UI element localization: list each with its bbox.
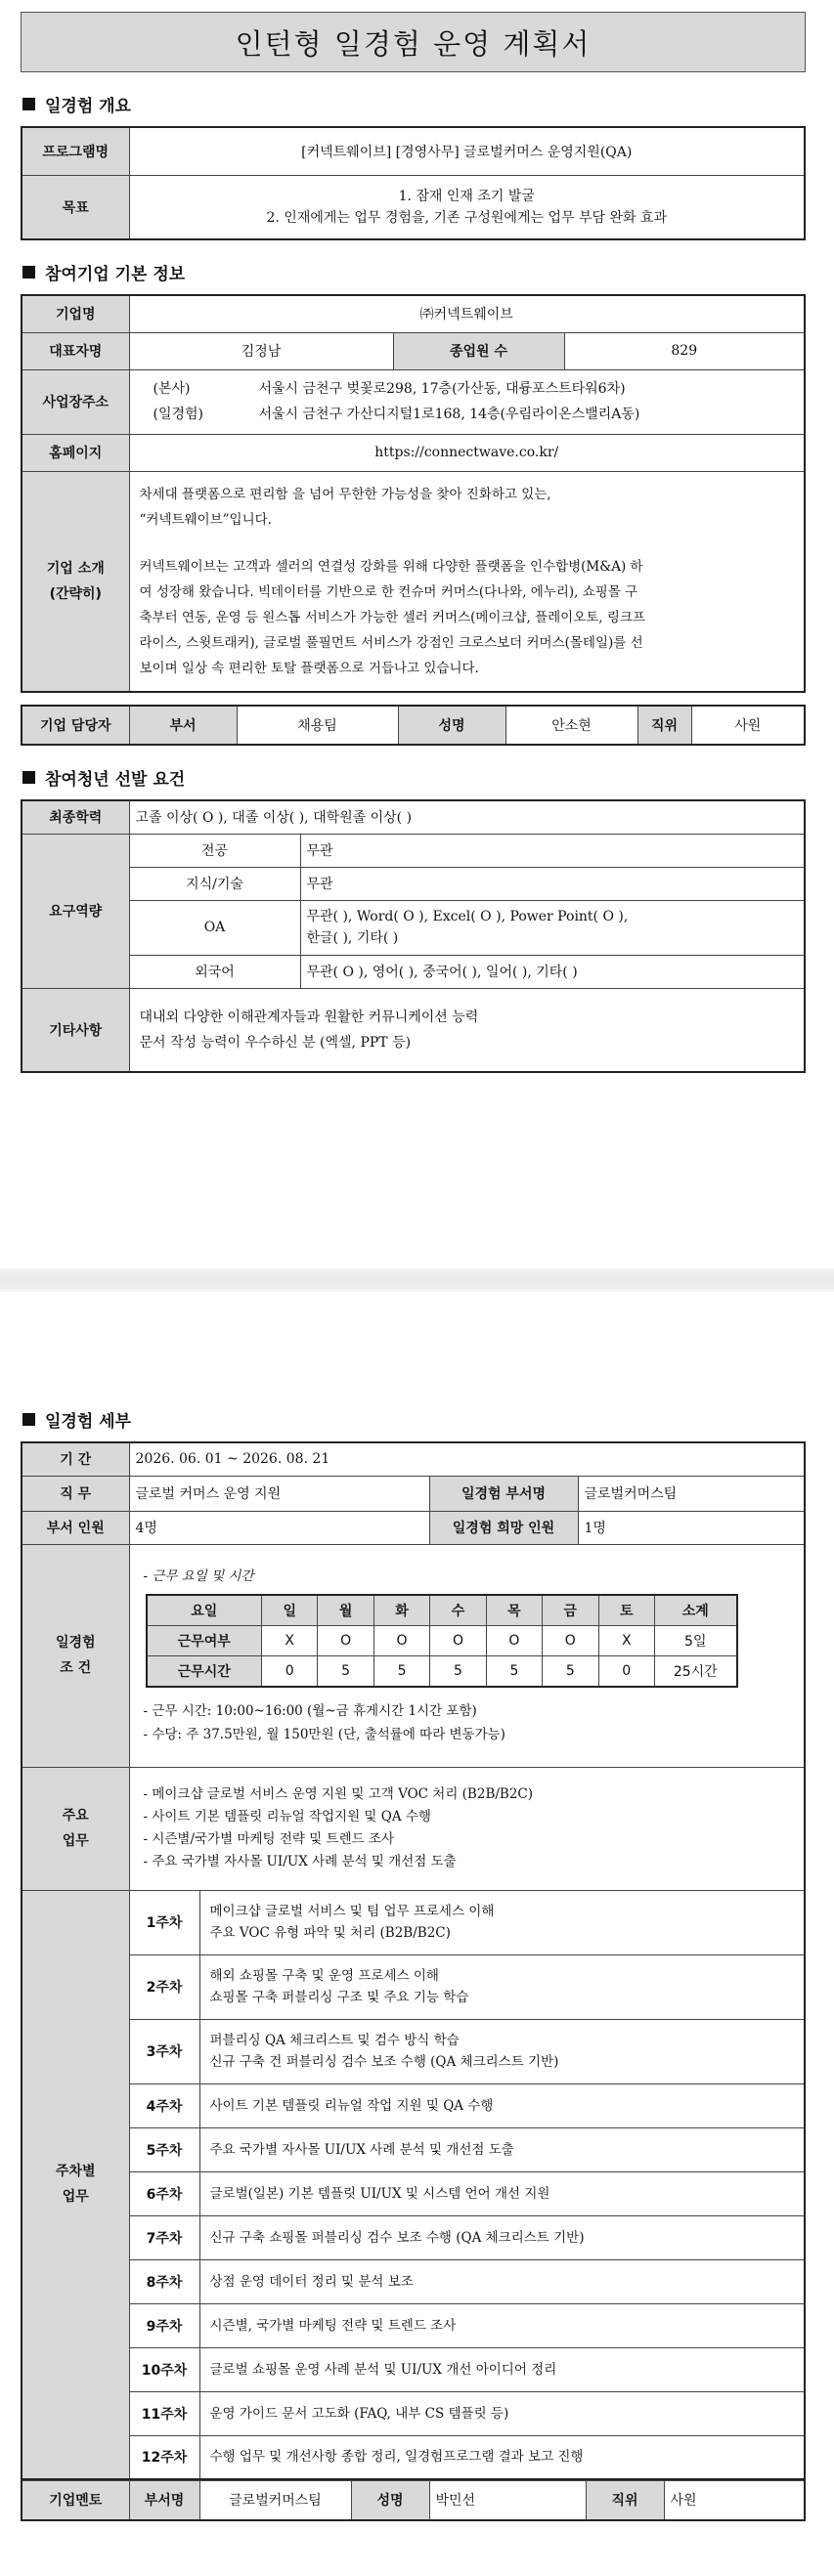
address-label: 사업장주소 bbox=[22, 369, 129, 434]
week-task: 운영 가이드 문서 고도화 (FAQ, 내부 CS 템플릿 등) bbox=[199, 2391, 805, 2435]
schedule-caption: - 근무 요일 및 시간 bbox=[143, 1568, 254, 1584]
schedule-row-label: 근무시간 bbox=[147, 1656, 262, 1688]
education-value: 고졸 이상( O ), 대졸 이상( ), 대학원졸 이상( ) bbox=[129, 800, 805, 834]
program-label: 프로그램명 bbox=[22, 127, 129, 175]
major-value: 무관 bbox=[300, 834, 805, 867]
square-bullet-icon bbox=[22, 1413, 35, 1426]
mentor-dept-label: 부서명 bbox=[129, 2481, 199, 2520]
goal-value: 1. 잠재 인재 조기 발굴 2. 인재에게는 업무 경험을, 기존 구성원에게는 업무 부담 완화 효과 bbox=[129, 175, 805, 239]
schedule-cell: 0 bbox=[262, 1656, 318, 1688]
week-task: 주요 국가별 자사몰 UI/UX 사례 분석 및 개선점 도출 bbox=[199, 2127, 805, 2171]
oa-label: OA bbox=[129, 900, 300, 955]
employees-label: 종업원 수 bbox=[393, 332, 564, 369]
etc-label: 기타사항 bbox=[22, 988, 129, 1072]
week-number: 5주차 bbox=[129, 2127, 199, 2171]
schedule-cell: O bbox=[318, 1626, 373, 1656]
schedule-cell: 25시간 bbox=[655, 1656, 737, 1688]
detail-dept-label: 일경험 부서명 bbox=[429, 1476, 578, 1511]
week-number: 12주차 bbox=[129, 2435, 199, 2479]
schedule-cell: X bbox=[262, 1626, 318, 1656]
schedule-table bbox=[146, 1594, 738, 1688]
week-task: 시즌별, 국가별 마케팅 전략 및 트렌드 조사 bbox=[199, 2303, 805, 2347]
intro-label: 기업 소개 (간략히) bbox=[22, 471, 129, 692]
schedule-cell: O bbox=[543, 1626, 598, 1656]
program-value: [커넥트웨이브] [경영사무] 글로벌커머스 운영지원(QA) bbox=[129, 127, 805, 175]
schedule-header-cell: 목 bbox=[486, 1595, 542, 1626]
week-number: 10주차 bbox=[129, 2347, 199, 2391]
week-task: 퍼블리싱 QA 체크리스트 및 검수 방식 학습 신규 구축 건 퍼블리싱 검수 보조 수행 (QA 체크리스트 기반) bbox=[199, 2019, 805, 2083]
schedule-cell: 5 bbox=[318, 1656, 373, 1688]
requirements-table bbox=[21, 799, 806, 1073]
condition-notes: - 근무 시간: 10:00~16:00 (월~금 휴게시간 1시간 포함) - 수당: 주 37.5만원, 월 150만원 (단, 출석률에 따라 변동가능) bbox=[143, 1703, 505, 1742]
schedule-cell: 5 bbox=[486, 1656, 542, 1688]
company-name-label: 기업명 bbox=[22, 295, 129, 332]
page-break-divider bbox=[0, 1268, 834, 1292]
schedule-header-cell: 금 bbox=[543, 1595, 598, 1626]
week-task: 사이트 기본 템플릿 리뉴얼 작업 지원 및 QA 수행 bbox=[199, 2083, 805, 2127]
section-heading-detail: 일경험 세부 bbox=[22, 1407, 806, 1432]
contact-table bbox=[21, 705, 806, 746]
homepage-value[interactable]: https://connectwave.co.kr/ bbox=[129, 434, 805, 471]
detail-table bbox=[21, 1441, 806, 2480]
oa-value: 무관( ), Word( O ), Excel( O ), Power Point( O ), 한글( ), 기타( ) bbox=[300, 900, 805, 955]
schedule-header-cell: 월 bbox=[318, 1595, 373, 1626]
schedule-header-cell: 수 bbox=[430, 1595, 486, 1626]
mentor-position-value: 사원 bbox=[664, 2481, 805, 2520]
week-task: 상점 운영 데이터 정리 및 분석 보조 bbox=[199, 2259, 805, 2303]
company-intro: 차세대 플랫폼으로 편리함 을 넘어 무한한 가능성을 찾아 진화하고 있는, “커넥트웨이브”입니다. 커넥트웨이브는 고객과 셀러의 연결성 강화를 위해 다양한 플랫폼을 인수합병(M&A) 하 여 성장해 왔습니다. 빅데이터를 기반으로 한 컨슈머 커머스(다나와, 에누리), 쇼핑몰 구 축부터 연동, 운영 등 원스톱 서비스가 가능한 셀러 커머스(메이크샵, 플레이오토, 링크프 라이스, 스윗트래커), 글로벌 풀필먼트 서비스가 강점인 크로스보더 커머스(몰테일)를 선 보이며 일상 속 편리한 토탈 플랫폼으로 거듭나고 있습니다. bbox=[129, 471, 805, 692]
square-bullet-icon bbox=[22, 771, 35, 784]
employees-value: 829 bbox=[564, 332, 805, 369]
schedule-header-cell: 토 bbox=[598, 1595, 654, 1626]
document-title: 인턴형 일경험 운영 계획서 bbox=[21, 12, 806, 72]
knowledge-value: 무관 bbox=[300, 867, 805, 900]
duty-label: 주요 업무 bbox=[22, 1767, 129, 1890]
job-value: 글로벌 커머스 운영 지원 bbox=[129, 1476, 429, 1511]
wanted-label: 일경험 희망 인원 bbox=[429, 1511, 578, 1544]
week-number: 8주차 bbox=[129, 2259, 199, 2303]
week-number: 4주차 bbox=[129, 2083, 199, 2127]
contact-dept-label: 부서 bbox=[129, 706, 237, 745]
week-number: 3주차 bbox=[129, 2019, 199, 2083]
address-work-value: 서울시 금천구 가산디지털1로168, 14층(우림라이온스밸리A동) bbox=[258, 407, 640, 422]
etc-value: 대내외 다양한 이해관계자들과 원활한 커뮤니케이션 능력 문서 작성 능력이 우수하신 분 (엑셀, PPT 등) bbox=[129, 988, 805, 1072]
education-label: 최종학력 bbox=[22, 800, 129, 834]
company-table bbox=[21, 294, 806, 693]
schedule-cell: 5 bbox=[430, 1656, 486, 1688]
schedule-header-cell: 일 bbox=[262, 1595, 318, 1626]
week-task: 글로벌 쇼핑몰 운영 사례 분석 및 UI/UX 개선 아이디어 정리 bbox=[199, 2347, 805, 2391]
week-task: 신규 구축 쇼핑몰 퍼블리싱 검수 보조 수행 (QA 체크리스트 기반) bbox=[199, 2215, 805, 2259]
schedule-row-label: 근무여부 bbox=[147, 1626, 262, 1656]
week-number: 11주차 bbox=[129, 2391, 199, 2435]
week-number: 2주차 bbox=[129, 1954, 199, 2019]
overview-table bbox=[21, 126, 806, 240]
contact-name-value: 안소현 bbox=[505, 706, 637, 745]
schedule-cell: 5 bbox=[373, 1656, 429, 1688]
mentor-label: 기업멘토 bbox=[22, 2481, 129, 2520]
headcount-value: 4명 bbox=[129, 1511, 429, 1544]
schedule-cell: 0 bbox=[598, 1656, 654, 1688]
schedule-cell: 5일 bbox=[655, 1626, 737, 1656]
schedule-header-cell: 소계 bbox=[655, 1595, 737, 1626]
schedule-cell: 5 bbox=[543, 1656, 598, 1688]
mentor-dept-value: 글로벌커머스팀 bbox=[199, 2481, 351, 2520]
address-hq-tag: (본사) bbox=[153, 381, 191, 397]
week-task: 글로벌(일본) 기본 템플릿 UI/UX 및 시스템 언어 개선 지원 bbox=[199, 2171, 805, 2215]
mentor-name-value: 박민선 bbox=[429, 2481, 586, 2520]
mentor-name-label: 성명 bbox=[351, 2481, 429, 2520]
knowledge-label: 지식/기술 bbox=[129, 867, 300, 900]
major-label: 전공 bbox=[129, 834, 300, 867]
job-label: 직 무 bbox=[22, 1476, 129, 1511]
homepage-label: 홈페이지 bbox=[22, 434, 129, 471]
page-two bbox=[21, 1358, 806, 2521]
section-heading-requirements: 참여청년 선발 요건 bbox=[22, 765, 806, 790]
square-bullet-icon bbox=[22, 266, 35, 279]
wanted-value: 1명 bbox=[578, 1511, 805, 1544]
section-heading-overview: 일경험 개요 bbox=[22, 92, 806, 116]
condition-content bbox=[129, 1544, 805, 1767]
mentor-position-label: 직위 bbox=[586, 2481, 664, 2520]
schedule-cell: O bbox=[430, 1626, 486, 1656]
contact-position-value: 사원 bbox=[691, 706, 805, 745]
address-value bbox=[129, 369, 805, 434]
week-number: 7주차 bbox=[129, 2215, 199, 2259]
ceo-value: 김정남 bbox=[129, 332, 393, 369]
goal-label: 목표 bbox=[22, 175, 129, 239]
contact-label: 기업 담당자 bbox=[22, 706, 129, 745]
week-number: 1주차 bbox=[129, 1890, 199, 1954]
address-work-tag: (일경험) bbox=[153, 407, 203, 422]
competency-label: 요구역량 bbox=[22, 834, 129, 988]
square-bullet-icon bbox=[22, 98, 35, 110]
schedule-cell: O bbox=[486, 1626, 542, 1656]
page-one bbox=[21, 12, 806, 1073]
week-number: 6주차 bbox=[129, 2171, 199, 2215]
contact-position-label: 직위 bbox=[637, 706, 691, 745]
headcount-label: 부서 인원 bbox=[22, 1511, 129, 1544]
week-number: 9주차 bbox=[129, 2303, 199, 2347]
condition-label: 일경험 조 건 bbox=[22, 1544, 129, 1767]
language-label: 외국어 bbox=[129, 955, 300, 988]
period-value: 2026. 06. 01 ~ 2026. 08. 21 bbox=[129, 1442, 805, 1476]
address-hq-value: 서울시 금천구 벚꽃로298, 17층(가산동, 대륭포스트타워6차) bbox=[258, 381, 626, 397]
section-heading-company: 참여기업 기본 정보 bbox=[22, 260, 806, 284]
ceo-label: 대표자명 bbox=[22, 332, 129, 369]
language-value: 무관( O ), 영어( ), 중국어( ), 일어( ), 기타( ) bbox=[300, 955, 805, 988]
mentor-table bbox=[21, 2480, 806, 2521]
week-task: 메이크샵 글로벌 서비스 및 팀 업무 프로세스 이해 주요 VOC 유형 파악 및 처리 (B2B/B2C) bbox=[199, 1890, 805, 1954]
week-task: 수행 업무 및 개선사항 종합 정리, 일경험프로그램 결과 보고 진행 bbox=[199, 2435, 805, 2479]
contact-dept-value: 채용팀 bbox=[237, 706, 398, 745]
weekly-label: 주차별 업무 bbox=[22, 1890, 129, 2479]
schedule-header-cell: 요일 bbox=[147, 1595, 262, 1626]
company-name-value: ㈜커넥트웨이브 bbox=[129, 295, 805, 332]
schedule-cell: X bbox=[598, 1626, 654, 1656]
period-label: 기 간 bbox=[22, 1442, 129, 1476]
detail-dept-value: 글로벌커머스팀 bbox=[578, 1476, 805, 1511]
duty-content: - 메이크샵 글로벌 서비스 운영 지원 및 고객 VOC 처리 (B2B/B2C) - 사이트 기본 템플릿 리뉴얼 작업지원 및 QA 수행 - 시즌별/국가별 마케팅 전략 및 트렌드 조사 - 주요 국가별 자사몰 UI/UX 사례 분석 및 개선점 도출 bbox=[129, 1767, 805, 1890]
week-task: 해외 쇼핑몰 구축 및 운영 프로세스 이해 쇼핑몰 구축 퍼블리싱 구조 및 주요 기능 학습 bbox=[199, 1954, 805, 2019]
schedule-cell: O bbox=[373, 1626, 429, 1656]
contact-name-label: 성명 bbox=[398, 706, 505, 745]
schedule-header-cell: 화 bbox=[373, 1595, 429, 1626]
